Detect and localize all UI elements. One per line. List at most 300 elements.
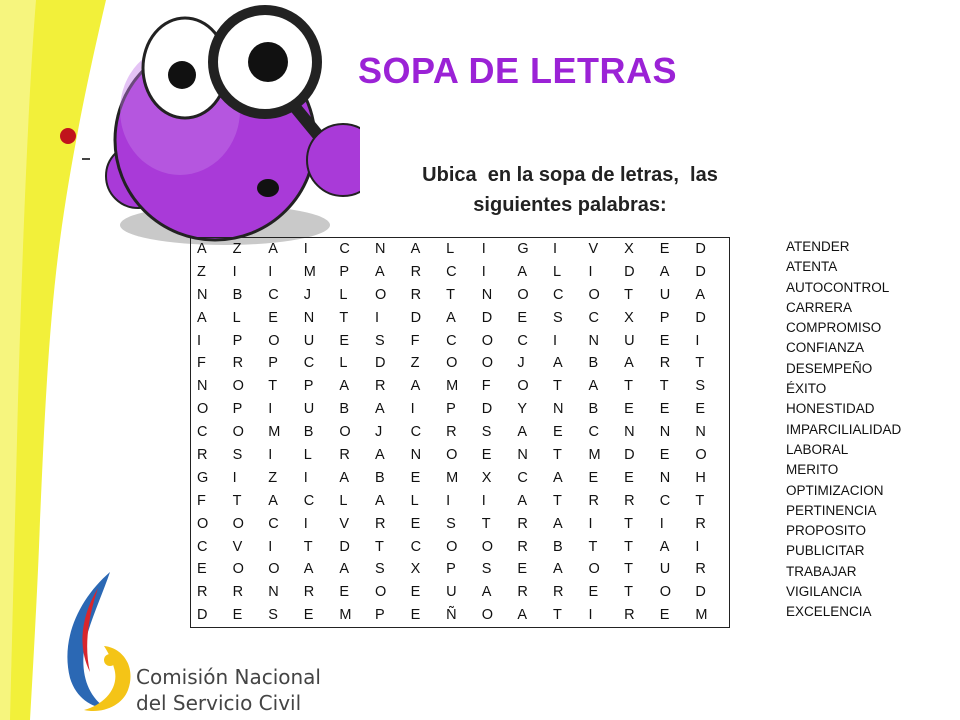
grid-letter: C — [446, 332, 457, 349]
grid-letter: P — [303, 378, 314, 395]
grid-row — [191, 352, 729, 375]
grid-letter: C — [410, 538, 422, 555]
grid-letter: P — [232, 332, 243, 349]
grid-letter: R — [695, 515, 706, 532]
grid-letter: I — [446, 492, 451, 509]
grid-row — [191, 307, 729, 330]
grid-letter: R — [695, 561, 706, 578]
grid-letter: C — [268, 515, 279, 532]
grid-letter: E — [624, 469, 634, 486]
grid-letter: T — [268, 378, 278, 395]
grid-letter: T — [624, 286, 633, 303]
grid-letter: O — [232, 378, 244, 395]
grid-letter: O — [659, 584, 671, 601]
grid-row — [191, 398, 729, 421]
grid-letter: R — [624, 492, 635, 509]
grid-letter: F — [197, 492, 206, 509]
word-list-item: LABORAL — [786, 441, 849, 457]
grid-letter: D — [695, 263, 706, 280]
grid-letter: Z — [197, 263, 206, 280]
grid-letter: T — [339, 309, 349, 326]
grid-letter: L — [339, 286, 348, 303]
grid-letter: R — [588, 492, 600, 509]
grid-letter: C — [410, 424, 422, 441]
grid-letter: J — [517, 355, 525, 372]
grid-letter: C — [659, 492, 671, 509]
grid-letter: E — [659, 607, 670, 624]
grid-letter: O — [517, 378, 529, 395]
grid-letter: C — [517, 332, 528, 349]
grid-letter: R — [410, 286, 422, 303]
grid-letter: A — [446, 309, 456, 326]
grid-letter: O — [481, 355, 494, 372]
grid-letter: N — [268, 584, 279, 601]
grid-letter: B — [588, 401, 599, 418]
grid-letter: E — [552, 424, 563, 441]
grid-letter: O — [197, 401, 209, 418]
grid-letter: X — [624, 241, 634, 257]
grid-letter: P — [232, 401, 243, 418]
grid-letter: C — [552, 286, 564, 303]
grid-letter: S — [374, 561, 385, 578]
grid-letter: S — [268, 607, 278, 624]
grid-letter: A — [695, 286, 705, 303]
grid-letter: E — [695, 401, 705, 418]
grid-letter: A — [481, 584, 492, 601]
grid-letter: I — [374, 309, 379, 326]
grid-letter: J — [374, 424, 383, 441]
grid-letter: D — [410, 309, 422, 326]
grid-letter: C — [588, 424, 600, 441]
grid-letter: A — [268, 241, 278, 257]
grid-letter: T — [303, 538, 313, 555]
grid-letter: D — [481, 309, 493, 326]
word-list-item: VIGILANCIA — [786, 584, 862, 600]
grid-letter: A — [552, 469, 563, 486]
grid-letter: C — [268, 286, 279, 303]
word-list-item: OPTIMIZACION — [786, 482, 884, 498]
grid-letter: M — [303, 263, 316, 280]
grid-letter: V — [339, 515, 350, 532]
grid-letter: S — [695, 378, 705, 395]
grid-letter: T — [659, 378, 669, 395]
grid-letter: P — [374, 607, 385, 624]
grid-letter: R — [232, 355, 244, 372]
grid-letter: R — [374, 515, 386, 532]
grid-letter: R — [303, 584, 315, 601]
grid-letter: A — [552, 561, 563, 578]
grid-row — [191, 261, 729, 284]
grid-letter: N — [374, 241, 386, 257]
grid-letter: X — [481, 469, 492, 486]
grid-letter: I — [481, 263, 486, 280]
word-list-item: AUTOCONTROL — [786, 279, 890, 295]
grid-letter: I — [232, 263, 237, 280]
grid-letter: L — [446, 241, 455, 257]
grid-letter: L — [339, 492, 348, 509]
grid-letter: H — [695, 469, 706, 486]
word-list-item: DESEMPEÑO — [786, 360, 873, 376]
word-list-item: PERTINENCIA — [786, 502, 877, 518]
grid-letter: T — [624, 538, 633, 555]
grid-letter: E — [410, 469, 421, 486]
grid-letter: P — [339, 263, 350, 280]
grid-letter: U — [659, 561, 671, 578]
grid-letter: I — [481, 492, 486, 509]
grid-letter: I — [197, 332, 202, 349]
grid-letter: Z — [268, 469, 278, 486]
grid-letter: O — [446, 355, 458, 372]
grid-letter: I — [552, 241, 557, 257]
grid-letter: U — [446, 584, 457, 601]
grid-letter: E — [659, 401, 670, 418]
grid-row — [191, 238, 729, 261]
grid-letter: N — [197, 378, 208, 395]
grid-letter: C — [303, 492, 315, 509]
grid-letter: O — [517, 286, 529, 303]
grid-letter: P — [659, 309, 670, 326]
grid-letter: M — [695, 607, 708, 624]
grid-row — [191, 330, 729, 353]
grid-letter: A — [659, 538, 670, 555]
instructions-line-1: Ubica en la sopa de letras, las — [422, 164, 718, 186]
grid-letter: R — [517, 538, 528, 555]
grid-letter: B — [588, 355, 599, 372]
logo-line-1: Comisión Nacional — [136, 665, 321, 689]
grid-letter: O — [481, 607, 494, 624]
grid-letter: T — [624, 561, 633, 578]
grid-letter: R — [552, 584, 564, 601]
grid-letter: U — [303, 332, 315, 349]
grid-letter: N — [517, 447, 528, 464]
grid-letter: E — [659, 447, 670, 464]
grid-letter: E — [410, 515, 421, 532]
word-list-item: EXCELENCIA — [786, 604, 872, 620]
grid-letter: T — [624, 378, 633, 395]
grid-letter: A — [517, 263, 528, 280]
grid-letter: T — [552, 378, 562, 395]
grid-letter: I — [695, 332, 700, 349]
grid-letter: X — [410, 561, 421, 578]
grid-letter: A — [339, 378, 350, 395]
grid-letter: I — [588, 263, 593, 280]
grid-letter: R — [517, 515, 528, 532]
grid-letter: T — [695, 492, 705, 509]
grid-letter: R — [410, 263, 422, 280]
grid-letter: E — [303, 607, 314, 624]
grid-letter: A — [552, 355, 563, 372]
word-list — [786, 237, 901, 623]
grid-letter: E — [339, 332, 350, 349]
grid-letter: Z — [410, 355, 420, 372]
grid-letter: D — [624, 447, 635, 464]
grid-letter: U — [303, 401, 315, 418]
grid-letter: G — [197, 469, 209, 486]
grid-letter: T — [695, 355, 705, 372]
grid-letter: L — [303, 447, 312, 464]
grid-letter: O — [481, 538, 494, 555]
grid-letter: O — [339, 424, 351, 441]
grid-letter: M — [446, 469, 459, 486]
page-title: SOPA DE LETRAS — [358, 50, 678, 91]
grid-letter: V — [232, 538, 243, 555]
grid-letter: I — [659, 515, 664, 532]
grid-letter: D — [197, 607, 208, 624]
grid-letter: I — [303, 241, 308, 257]
grid-letter: D — [374, 355, 386, 372]
grid-letter: A — [197, 241, 207, 257]
word-list-item: COMPROMISO — [786, 320, 882, 336]
grid-letter: I — [303, 515, 308, 532]
word-list-item: TRABAJAR — [786, 563, 857, 579]
grid-letter: E — [268, 309, 278, 326]
grid-row — [191, 375, 729, 398]
purple-mascot-illustration — [60, 0, 360, 250]
grid-letter: E — [517, 561, 528, 578]
grid-letter: N — [481, 286, 493, 303]
grid-letter: T — [552, 492, 562, 509]
grid-letter: C — [197, 538, 208, 555]
grid-letter: R — [659, 355, 671, 372]
grid-letter: F — [197, 355, 206, 372]
grid-letter: O — [268, 561, 280, 578]
word-search-grid — [190, 237, 730, 628]
grid-letter: R — [446, 424, 457, 441]
grid-letter: R — [339, 447, 350, 464]
grid-letter: N — [659, 469, 671, 486]
grid-letter: X — [624, 309, 634, 326]
grid-letter: D — [339, 538, 350, 555]
word-list-item: ATENTA — [786, 259, 838, 275]
grid-letter: O — [197, 515, 209, 532]
grid-letter: P — [268, 355, 278, 372]
grid-letter: A — [197, 309, 207, 326]
grid-letter: P — [446, 561, 456, 578]
grid-letter: E — [481, 447, 492, 464]
grid-letter: A — [268, 492, 278, 509]
grid-row — [191, 467, 729, 490]
grid-letter: I — [232, 469, 237, 486]
grid-row — [191, 490, 729, 513]
grid-letter: M — [339, 607, 352, 624]
grid-letter: I — [588, 607, 593, 624]
grid-letter: T — [624, 515, 633, 532]
grid-letter: I — [588, 515, 593, 532]
grid-letter: S — [446, 515, 456, 532]
word-list-item: MERITO — [786, 462, 839, 478]
grid-letter: E — [410, 584, 421, 601]
grid-letter: U — [624, 332, 635, 349]
grid-letter: R — [232, 584, 244, 601]
grid-letter: C — [339, 241, 350, 257]
grid-letter: E — [624, 401, 634, 418]
grid-letter: F — [481, 378, 491, 395]
grid-letter: D — [481, 401, 493, 418]
grid-row — [191, 581, 729, 604]
grid-letter: G — [517, 241, 529, 257]
grid-letter: E — [232, 607, 243, 624]
grid-letter: A — [517, 424, 528, 441]
grid-row — [191, 444, 729, 467]
grid-letter: A — [410, 241, 421, 257]
grid-letter: N — [410, 447, 422, 464]
word-list-item: ÉXITO — [786, 381, 827, 397]
grid-letter: L — [552, 263, 562, 280]
grid-letter: E — [588, 584, 599, 601]
grid-letter: A — [410, 378, 421, 395]
grid-letter: O — [374, 584, 387, 601]
grid-letter: N — [624, 424, 635, 441]
grid-row — [191, 604, 729, 627]
grid-letter: N — [659, 424, 671, 441]
grid-letter: O — [446, 447, 458, 464]
grid-letter: C — [588, 309, 600, 326]
grid-letter: V — [588, 241, 599, 257]
grid-letter: A — [374, 263, 385, 280]
grid-letter: A — [374, 447, 385, 464]
grid-letter: C — [197, 424, 208, 441]
grid-letter: A — [552, 515, 563, 532]
grid-letter: E — [339, 584, 350, 601]
grid-letter: O — [446, 538, 458, 555]
grid-letter: P — [446, 401, 456, 418]
cnsc-logo-icon — [40, 568, 140, 720]
grid-letter: R — [197, 447, 208, 464]
grid-letter: M — [268, 424, 281, 441]
grid-letter: A — [374, 401, 385, 418]
grid-letter: O — [588, 561, 600, 578]
grid-letter: R — [374, 378, 386, 395]
grid-letter: Ñ — [446, 607, 457, 624]
grid-letter: R — [517, 584, 528, 601]
grid-letter: C — [446, 263, 457, 280]
grid-letter: M — [588, 447, 601, 464]
grid-letter: O — [374, 286, 387, 303]
grid-letter: I — [481, 241, 486, 257]
grid-letter: N — [197, 286, 208, 303]
grid-letter: N — [695, 424, 706, 441]
grid-letter: T — [624, 584, 633, 601]
grid-letter: T — [232, 492, 242, 509]
grid-letter: T — [552, 607, 562, 624]
grid-letter: T — [446, 286, 456, 303]
grid-letter: R — [624, 607, 635, 624]
grid-letter: A — [659, 263, 670, 280]
grid-letter: F — [410, 332, 420, 349]
grid-letter: O — [232, 561, 244, 578]
grid-letter: B — [232, 286, 243, 303]
grid-letter: A — [588, 378, 599, 395]
grid-row — [191, 558, 729, 581]
grid-letter: D — [695, 241, 706, 257]
grid-letter: T — [588, 538, 598, 555]
grid-letter: J — [303, 286, 312, 303]
grid-letter: N — [303, 309, 315, 326]
grid-letter: N — [552, 401, 564, 418]
instructions — [372, 160, 768, 220]
word-list-item: PUBLICITAR — [786, 543, 865, 559]
grid-letter: A — [339, 561, 350, 578]
grid-letter: L — [232, 309, 241, 326]
grid-letter: I — [268, 447, 273, 464]
grid-letter: M — [446, 378, 459, 395]
grid-letter: N — [588, 332, 600, 349]
grid-letter: O — [588, 286, 600, 303]
grid-letter: Y — [517, 401, 528, 418]
grid-letter: T — [481, 515, 491, 532]
grid-letter: I — [410, 401, 415, 418]
grid-letter: S — [481, 561, 492, 578]
grid-letter: S — [552, 309, 563, 326]
grid-letter: A — [339, 469, 350, 486]
grid-letter: D — [624, 263, 635, 280]
logo-line-2: del Servicio Civil — [136, 691, 302, 715]
grid-letter: C — [517, 469, 528, 486]
grid-letter: D — [695, 584, 706, 601]
grid-letter: O — [268, 332, 280, 349]
grid-row — [191, 284, 729, 307]
grid-letter: A — [517, 492, 528, 509]
grid-letter: L — [410, 492, 419, 509]
grid-letter: L — [339, 355, 348, 372]
grid-letter: T — [552, 447, 562, 464]
grid-letter: A — [374, 492, 385, 509]
cnsc-logo-text — [136, 664, 321, 716]
grid-letter: I — [268, 401, 273, 418]
word-list-item: IMPARCILIALIDAD — [786, 421, 902, 437]
grid-letter: E — [410, 607, 421, 624]
grid-letter: E — [659, 332, 670, 349]
word-list-item: ATENDER — [786, 239, 850, 254]
grid-letter: E — [197, 561, 207, 578]
grid-letter: I — [695, 538, 700, 555]
grid-letter: C — [303, 355, 315, 372]
grid-letter: B — [374, 469, 385, 486]
grid-letter: T — [374, 538, 384, 555]
grid-letter: D — [695, 309, 706, 326]
grid-letter: A — [624, 355, 634, 372]
grid-letter: S — [232, 447, 243, 464]
grid-letter: O — [695, 447, 707, 464]
word-list-item: HONESTIDAD — [786, 401, 875, 417]
grid-letter: B — [552, 538, 563, 555]
grid-letter: U — [659, 286, 671, 303]
grid-letter: E — [659, 241, 670, 257]
grid-letter: I — [268, 538, 273, 555]
word-list-item: CONFIANZA — [786, 340, 865, 356]
grid-letter: I — [552, 332, 557, 349]
grid-row — [191, 536, 729, 559]
grid-letter: B — [303, 424, 314, 441]
grid-letter: S — [481, 424, 492, 441]
grid-letter: A — [517, 607, 528, 624]
grid-letter: R — [197, 584, 208, 601]
grid-letter: E — [517, 309, 528, 326]
grid-letter: E — [588, 469, 599, 486]
instructions-line-2: siguientes palabras: — [473, 194, 667, 216]
word-list-item: CARRERA — [786, 299, 853, 315]
grid-letter: A — [303, 561, 314, 578]
grid-row — [191, 421, 729, 444]
grid-letter: O — [481, 332, 494, 349]
grid-letter: S — [374, 332, 385, 349]
grid-row — [191, 513, 729, 536]
word-list-item: PROPOSITO — [786, 523, 867, 539]
grid-letter: B — [339, 401, 350, 418]
grid-letter: Z — [232, 241, 242, 257]
grid-letter: O — [232, 515, 244, 532]
grid-letter: I — [303, 469, 308, 486]
